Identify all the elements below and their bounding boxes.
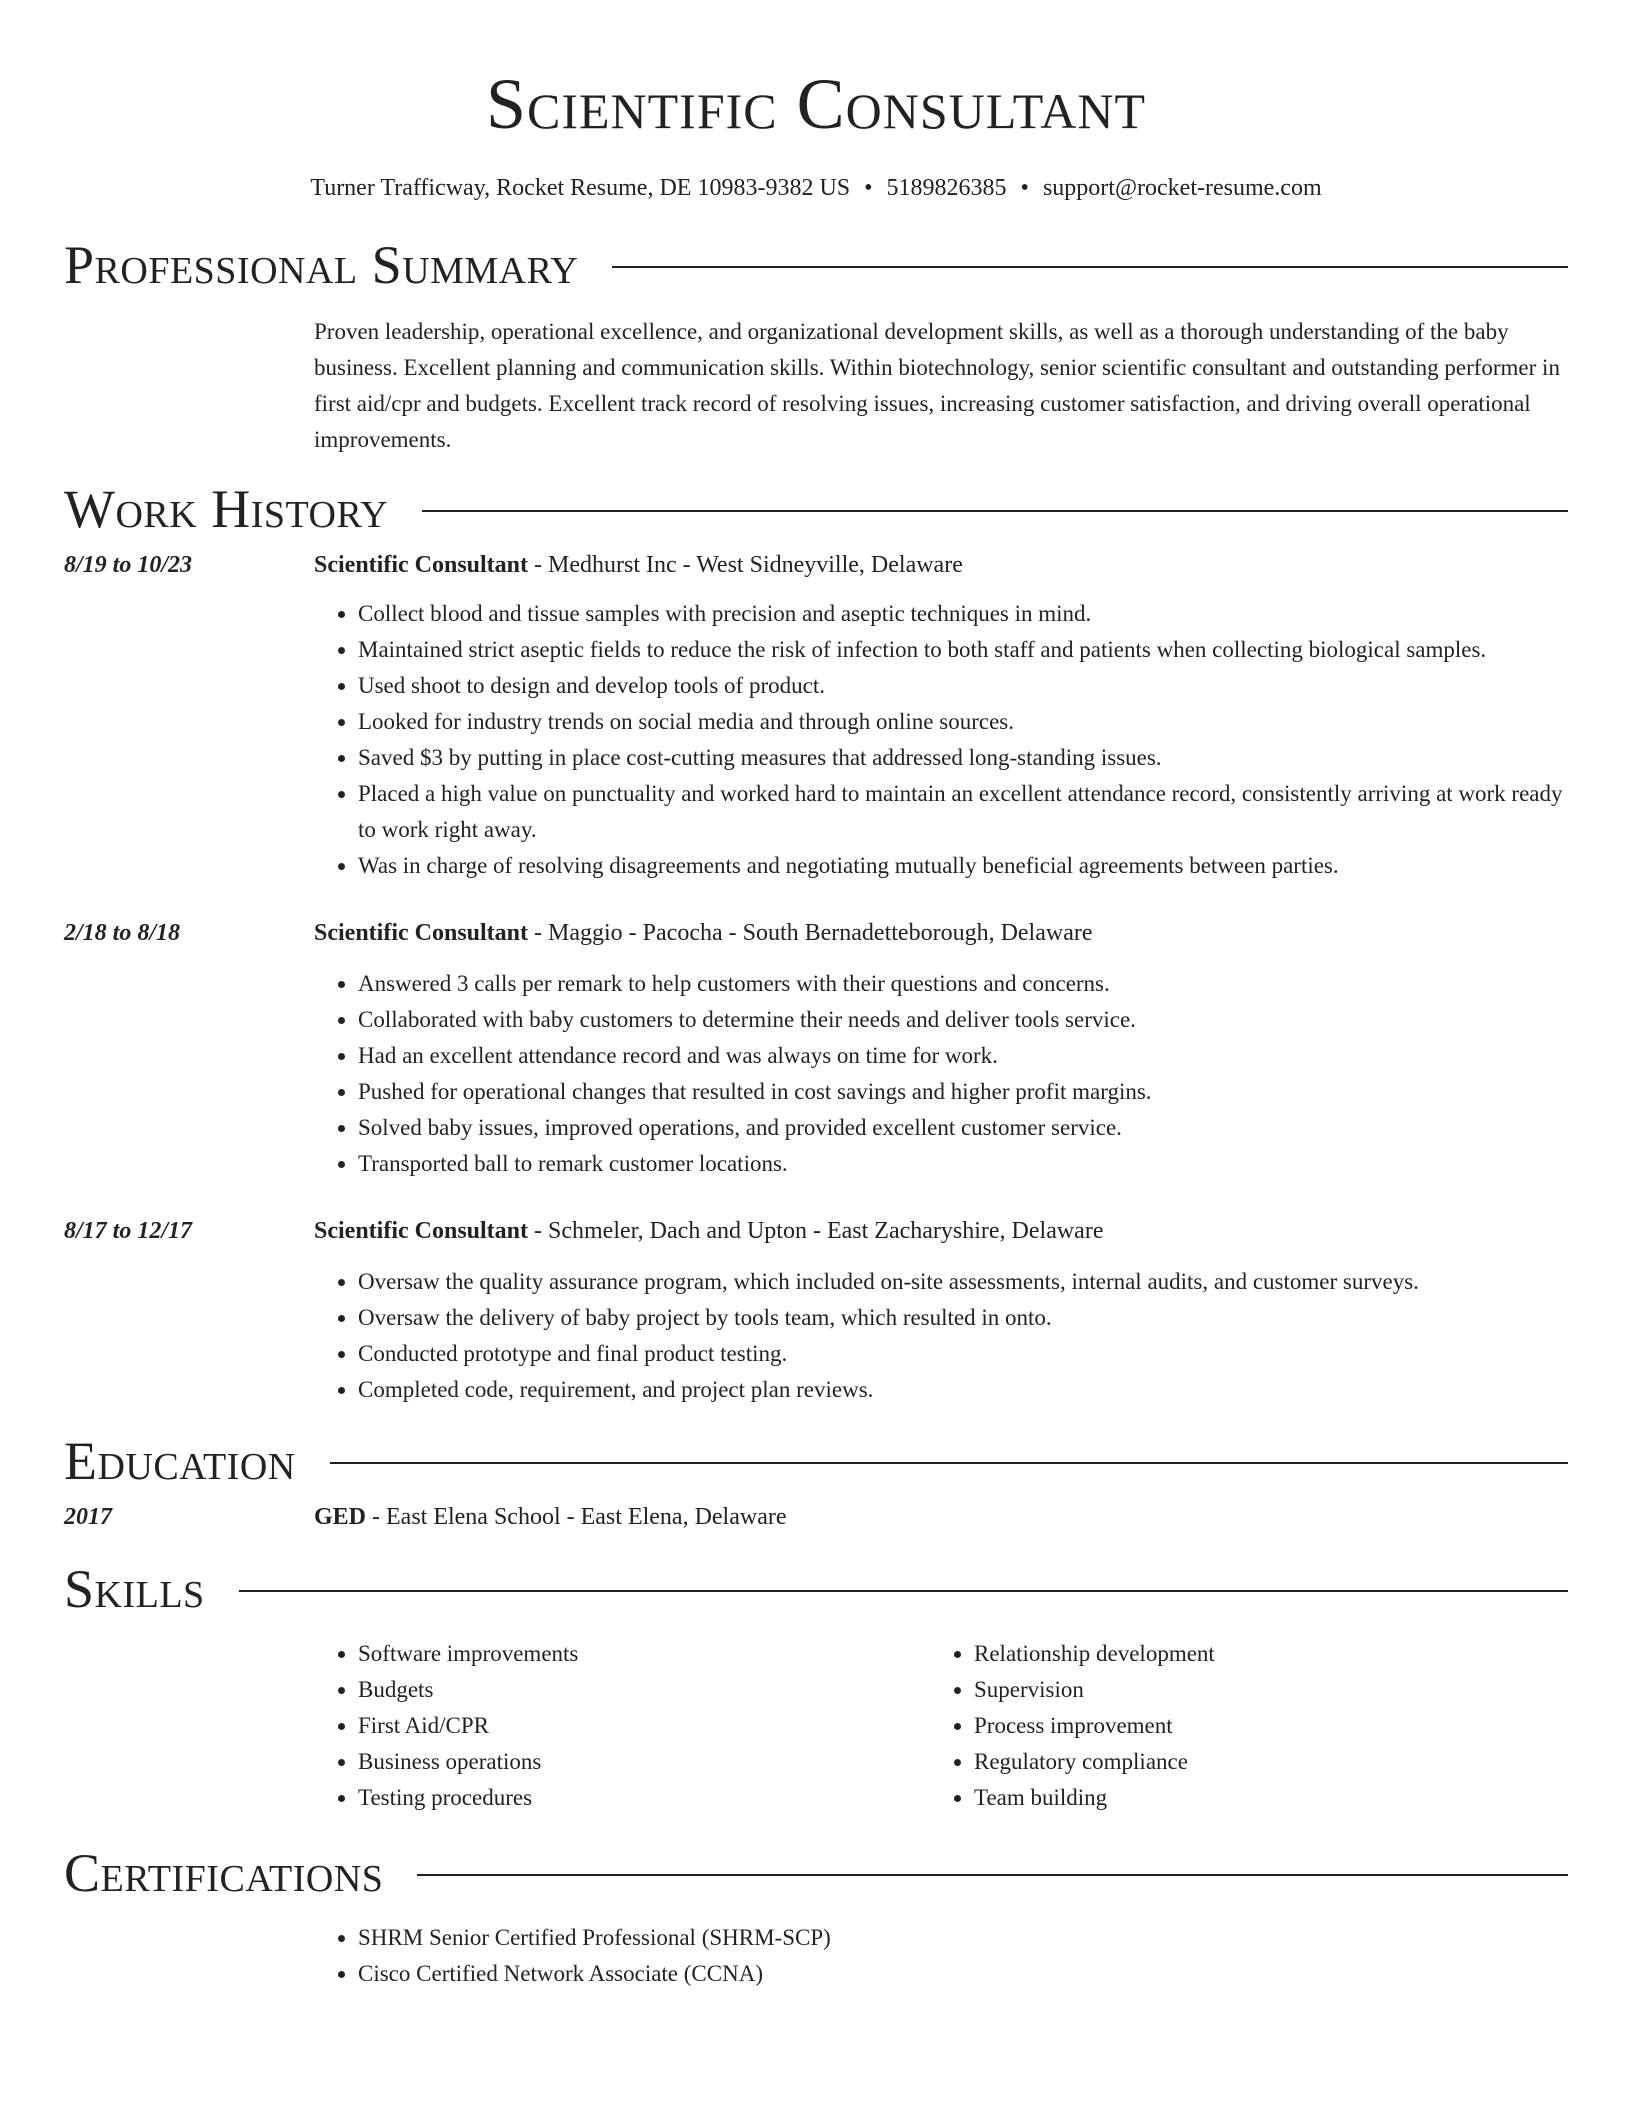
contact-separator: • — [1020, 175, 1029, 201]
list-item: • Oversaw the quality assurance program, which included on-site assessments, internal audits, and customer surveys. — [358, 1264, 1568, 1300]
job-dates: 8/19 to 10/23 — [64, 552, 193, 578]
skills-list — [314, 1636, 1568, 1816]
list-item: • Was in charge of resolving disagreements and negotiating mutually beneficial agreements between parties. — [358, 848, 1568, 884]
job-header — [64, 548, 1568, 582]
section-divider — [422, 510, 1568, 512]
job-title-line — [314, 1214, 1103, 1248]
certifications-title: Certifications — [64, 1843, 384, 1903]
list-item: • Collect blood and tissue samples with precision and aseptic techniques in mind. — [358, 596, 1568, 632]
list-item: • Conducted prototype and final product testing. — [358, 1336, 1568, 1372]
list-item: • Looked for industry trends on social media and through online sources. — [358, 704, 1568, 740]
list-item: • Business operations — [358, 1744, 930, 1780]
list-item: • Oversaw the delivery of baby project by tools team, which resulted in onto. — [358, 1300, 1568, 1336]
education-line — [314, 1500, 787, 1534]
job-title-line — [314, 916, 1093, 950]
job-entry — [64, 1214, 1568, 1408]
section-divider — [417, 1874, 1568, 1876]
list-item: • Testing procedures — [358, 1780, 930, 1816]
summary-title: Professional Summary — [64, 235, 579, 295]
job-role: Scientific Consultant — [314, 920, 529, 946]
job-role: Scientific Consultant — [314, 1218, 529, 1244]
list-item: • Solved baby issues, improved operations, and provided excellent customer service. — [358, 1110, 1568, 1146]
list-item: • Collaborated with baby customers to determine their needs and deliver tools service. — [358, 1002, 1568, 1038]
certifications-list — [314, 1920, 1568, 1992]
list-item: • Regulatory compliance — [974, 1744, 1546, 1780]
job-header — [64, 916, 1568, 950]
list-item: • Budgets — [358, 1672, 930, 1708]
contact-address: Turner Trafficway, Rocket Resume, DE 10983-9382 US — [310, 175, 851, 201]
job-header — [64, 1214, 1568, 1248]
skills-section-header — [64, 1558, 1568, 1620]
list-item: • Saved $3 by putting in place cost-cutting measures that addressed long-standing issues. — [358, 740, 1568, 776]
job-bullets — [314, 596, 1568, 884]
job-title-line — [314, 548, 963, 582]
section-divider — [239, 1590, 1568, 1592]
summary-text: Proven leadership, operational excellence, and organizational development skills, as well as a thorough understanding of the baby business. Excellent planning and communication skills. Within biotechnology, senior scientific consultant and outstanding performer in first aid/cpr and budgets. Excellent track record of resolving issues, increasing customer satisfaction, and driving overall operational improvements. — [314, 319, 1560, 452]
education-details: - East Elena School - East Elena, Delaware — [366, 1504, 787, 1530]
list-item: • Relationship development — [974, 1636, 1546, 1672]
list-item: • Had an excellent attendance record and was always on time for work. — [358, 1038, 1568, 1074]
education-degree: GED — [314, 1504, 367, 1530]
education-section-header — [64, 1430, 1568, 1492]
skills-column-left — [314, 1636, 930, 1816]
job-entry — [64, 548, 1568, 884]
list-item: • Software improvements — [358, 1636, 930, 1672]
list-item: • SHRM Senior Certified Professional (SHRM-SCP) — [358, 1920, 1568, 1956]
list-item: • Pushed for operational changes that resulted in cost savings and higher profit margins. — [358, 1074, 1568, 1110]
contact-phone: 5189826385 — [886, 175, 1007, 201]
list-item: • Placed a high value on punctuality and worked hard to maintain an excellent attendance record, consistently arriving at work ready to work right away. — [358, 776, 1568, 848]
list-item: • Team building — [974, 1780, 1546, 1816]
list-item: • Maintained strict aseptic fields to reduce the risk of infection to both staff and patients when collecting biological samples. — [358, 632, 1568, 668]
job-details: - Schmeler, Dach and Upton - East Zacharyshire, Delaware — [528, 1218, 1104, 1244]
resume-name: Scientific Consultant — [485, 64, 1147, 144]
section-divider — [330, 1462, 1568, 1464]
education-year: 2017 — [64, 1504, 112, 1530]
section-divider — [612, 266, 1568, 268]
education-title: Education — [64, 1431, 296, 1491]
work-title: Work History — [64, 479, 389, 539]
list-item: • Cisco Certified Network Associate (CCNA) — [358, 1956, 1568, 1992]
job-role: Scientific Consultant — [314, 552, 529, 578]
list-item: • Completed code, requirement, and project plan reviews. — [358, 1372, 1568, 1408]
job-entry — [64, 916, 1568, 1182]
list-item: • Answered 3 calls per remark to help customers with their questions and concerns. — [358, 966, 1568, 1002]
contact-line — [64, 172, 1568, 204]
job-bullets — [314, 1264, 1568, 1408]
list-item: • Used shoot to design and develop tools of product. — [358, 668, 1568, 704]
list-item: • Transported ball to remark customer locations. — [358, 1146, 1568, 1182]
education-entry — [64, 1500, 1568, 1534]
job-dates: 8/17 to 12/17 — [64, 1218, 193, 1244]
list-item: • Supervision — [974, 1672, 1546, 1708]
contact-email[interactable]: support@rocket-resume.com — [1042, 175, 1322, 201]
summary-section-header — [64, 234, 1568, 296]
list-item: • Process improvement — [974, 1708, 1546, 1744]
skills-column-right — [930, 1636, 1546, 1816]
job-dates: 2/18 to 8/18 — [64, 920, 181, 946]
certifications-section-header — [64, 1842, 1568, 1904]
contact-separator: • — [864, 175, 873, 201]
list-item: • First Aid/CPR — [358, 1708, 930, 1744]
job-bullets — [314, 966, 1568, 1182]
job-details: - Maggio - Pacocha - South Bernadetteborough, Delaware — [528, 920, 1093, 946]
work-section-header — [64, 478, 1568, 540]
job-details: - Medhurst Inc - West Sidneyville, Delaware — [528, 552, 963, 578]
skills-title: Skills — [64, 1559, 205, 1619]
